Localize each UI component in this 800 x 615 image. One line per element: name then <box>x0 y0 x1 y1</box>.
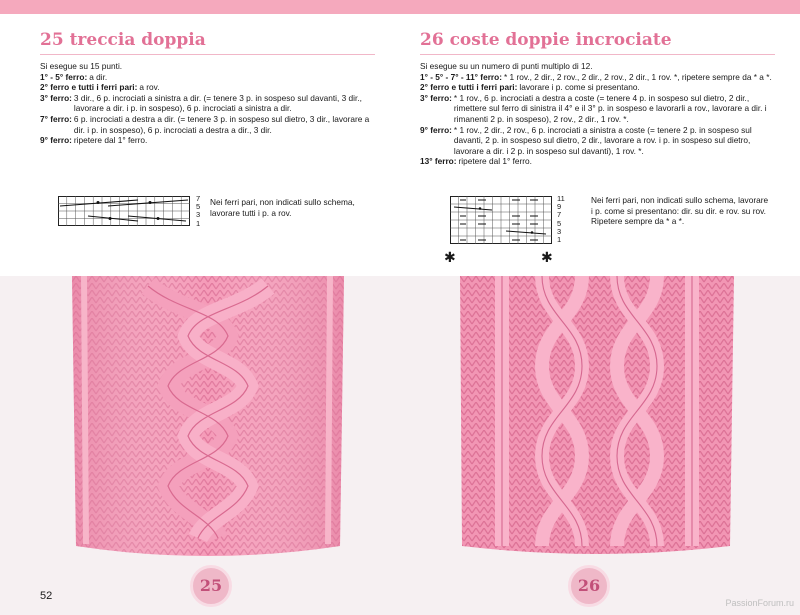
instruction-row: 1° - 5° - 7° - 11° ferro: * 1 rov., 2 dir., 2 rov., 2 dir., 2 rov., 2 dir., 1 rov. *, ripetere sempre da * a *. <box>420 71 772 82</box>
swatch-26-badge: 26 <box>568 565 610 607</box>
instruction-row: 3° ferro: 3 dir., 6 p. incrociati a sinistra a dir. (= tenere 3 p. in sospeso sul davanti, 3 dir., lavorare a dir. i p. in sospeso), 6 p. incrociati a sinistra a dir. <box>40 92 362 114</box>
pattern-26-title: 26 coste doppie incrociate <box>420 30 775 55</box>
swatch-25-badge: 25 <box>190 565 232 607</box>
pattern-25-chart-grid <box>58 196 190 226</box>
pattern-26-chart <box>450 196 552 249</box>
instruction-row: 3° ferro: * 1 rov., 6 p. incrociati a destra a coste (= tenere 4 p. in sospeso sul dietro, 2 dir., rimettere sul ferro di sinistra il 4° e il 3° p. in sospeso e lavorarli a rov., lavorare a dir. i rimanenti 2 p. in sospeso), 2 rov., 2 dir., 1 rov. *. <box>420 92 767 124</box>
pattern-25-chart <box>58 196 190 231</box>
crossed-ribs-knit-image <box>452 276 742 556</box>
instruction-row: 9° ferro: * 1 rov., 2 dir., 2 rov., 6 p. incrociati a sinistra a coste (= tenere 2 p. in sospeso sul davanti, 2 p. in sospeso sul dietro, 2 dir., lavorare a rov. i p. in sospeso sul dietro, lavorare a dir. i 2 p. in sospeso sul davanti), 1 rov. *. <box>420 124 752 156</box>
pattern-26-row-numbers: 11 9 7 5 3 1 <box>557 194 565 245</box>
page-number: 52 <box>40 590 53 602</box>
repeat-star-left: ✱ <box>444 249 456 265</box>
pattern-25-note: Nei ferri pari, non indicati sullo schema, lavorare tutti i p. a rov. <box>210 197 355 218</box>
pattern-25-intro: Si esegue su 15 punti. <box>40 61 123 71</box>
instruction-row: 2° ferro e tutti i ferri pari: a rov. <box>40 82 160 93</box>
pattern-25-row-numbers: 7 5 3 1 <box>196 194 201 228</box>
pattern-25-instructions <box>40 61 375 146</box>
pattern-26-intro: Si esegue su un numero di punti multiplo di 12. <box>420 61 593 71</box>
pattern-26-chart-grid <box>450 196 552 244</box>
pattern-25-column <box>40 14 375 276</box>
pattern-25-title: 25 treccia doppia <box>40 30 375 55</box>
pattern-26-note: Nei ferri pari, non indicati sullo schema, lavorare i p. come si presentano: dir. su dir. e rov. su rov. Ripetere sempre da * a *. <box>591 195 769 227</box>
instruction-row: 2° ferro e tutti i ferri pari: lavorare i p. come si presentano. <box>420 82 640 93</box>
instruction-row: 9° ferro: ripetere dal 1° ferro. <box>40 135 148 146</box>
instruction-row: 1° - 5° ferro: a dir. <box>40 71 108 82</box>
top-pink-bar <box>0 0 800 14</box>
pattern-26-instructions <box>420 61 775 167</box>
swatch-25-photo <box>68 276 348 558</box>
watermark: PassionForum.ru <box>725 598 794 608</box>
repeat-star-right: ✱ <box>541 249 553 265</box>
instruction-row: 7° ferro: 6 p. incrociati a destra a dir. (= tenere 3 p. in sospeso sul dietro, 3 dir., lavorare a dir. i p. in sospeso), 6 p. incrociati a destra a dir., 3 dir. <box>40 113 370 135</box>
double-braid-knit-image <box>68 276 348 558</box>
swatch-26-photo <box>452 276 742 556</box>
instruction-row: 13° ferro: ripetere dal 1° ferro. <box>420 156 532 167</box>
